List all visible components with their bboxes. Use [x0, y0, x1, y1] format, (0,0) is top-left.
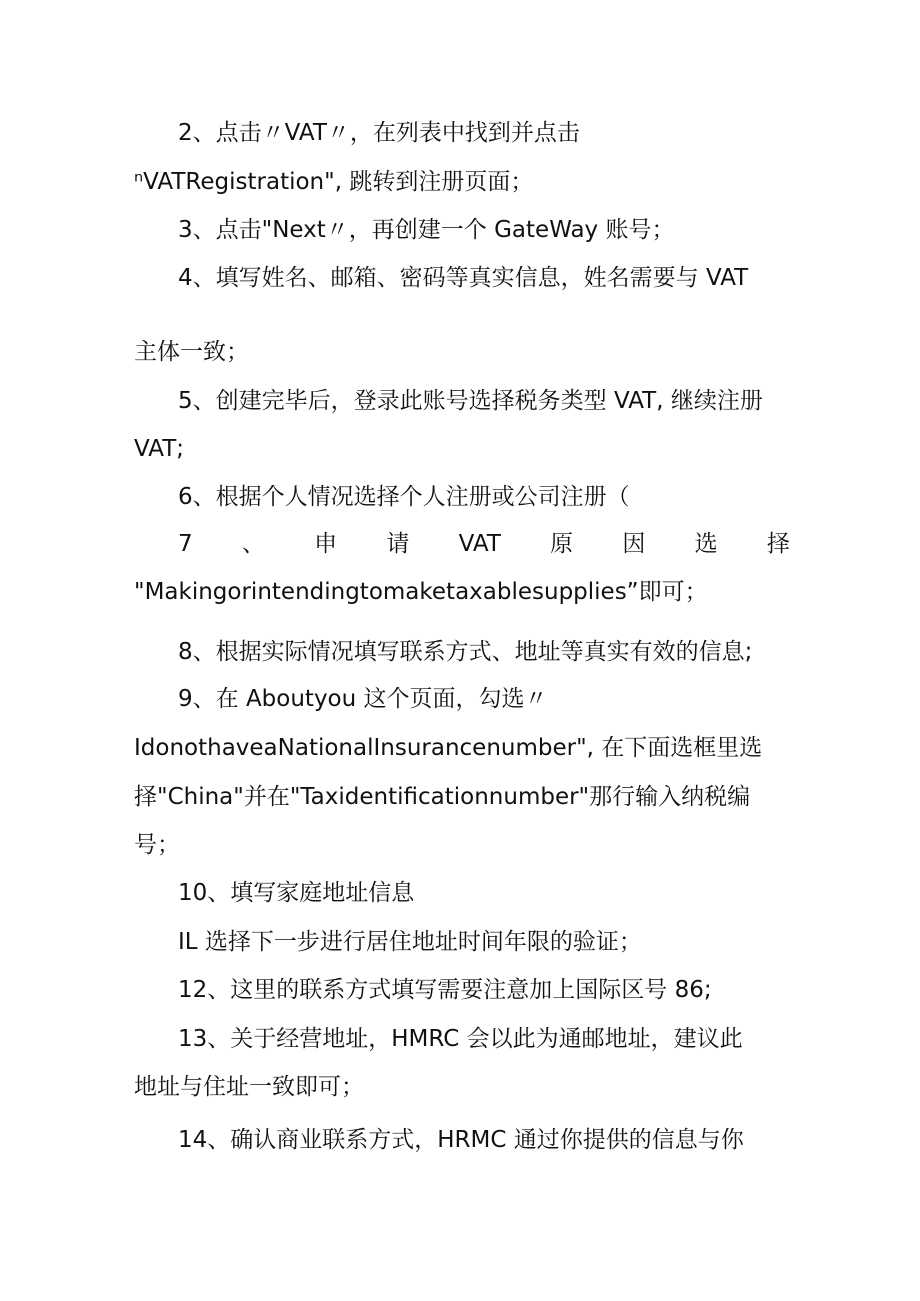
paragraph-line: 地址与住址一致即可；	[134, 1074, 364, 1100]
paragraph-line: 12、这里的联系方式填写需要注意加上国际区号 86;	[178, 977, 712, 1003]
justified-token: 申	[314, 531, 338, 557]
paragraph-line: ⁿVATRegistration", 跳转到注册页面；	[134, 169, 534, 195]
paragraph-line: 13、关于经营地址，HMRC 会以此为通邮地址，建议此	[178, 1026, 743, 1052]
paragraph-line: 择"China"并在"Taxidentificationnumber"那行输入纳税编	[134, 784, 751, 810]
paragraph-line: 号；	[134, 832, 180, 858]
paragraph-line: 14、确认商业联系方式，HRMC 通过你提供的信息与你	[178, 1127, 744, 1153]
paragraph-line: IdonothaveaNationalInsurancenumber", 在下面选框里选	[134, 735, 763, 761]
justified-line	[178, 529, 790, 559]
paragraph-line: 9、在 Aboutyou 这个页面，勾选〃	[178, 686, 548, 712]
paragraph-line: 4、填写姓名、邮箱、密码等真实信息，姓名需要与 VAT	[178, 265, 749, 291]
justified-token: 因	[622, 531, 646, 557]
paragraph-line: VAT;	[134, 436, 185, 462]
justified-token: 、	[241, 531, 265, 557]
paragraph-line: 3、点击"Next〃，再创建一个 GateWay 账号；	[178, 217, 675, 243]
justified-token: VAT	[458, 531, 501, 557]
justified-token: 择	[766, 531, 790, 557]
paragraph-line: 6、根据个人情况选择个人注册或公司注册（	[178, 484, 630, 510]
paragraph-line: 2、点击〃VAT〃，在列表中找到并点击	[178, 120, 580, 146]
paragraph-line: 主体一致；	[134, 339, 249, 365]
paragraph-line: 10、填写家庭地址信息	[178, 880, 415, 906]
justified-token: 选	[694, 531, 718, 557]
justified-token: 7	[178, 531, 193, 557]
justified-token: 请	[386, 531, 410, 557]
paragraph-line: 8、根据实际情况填写联系方式、地址等真实有效的信息;	[178, 639, 753, 665]
paragraph-line: "Makingorintendingtomaketaxablesupplies”即可；	[134, 579, 708, 605]
paragraph-line: IL 选择下一步进行居住地址时间年限的验证；	[178, 929, 642, 955]
paragraph-line: 5、创建完毕后，登录此账号选择税务类型 VAT, 继续注册	[178, 388, 763, 414]
justified-token: 原	[550, 531, 574, 557]
